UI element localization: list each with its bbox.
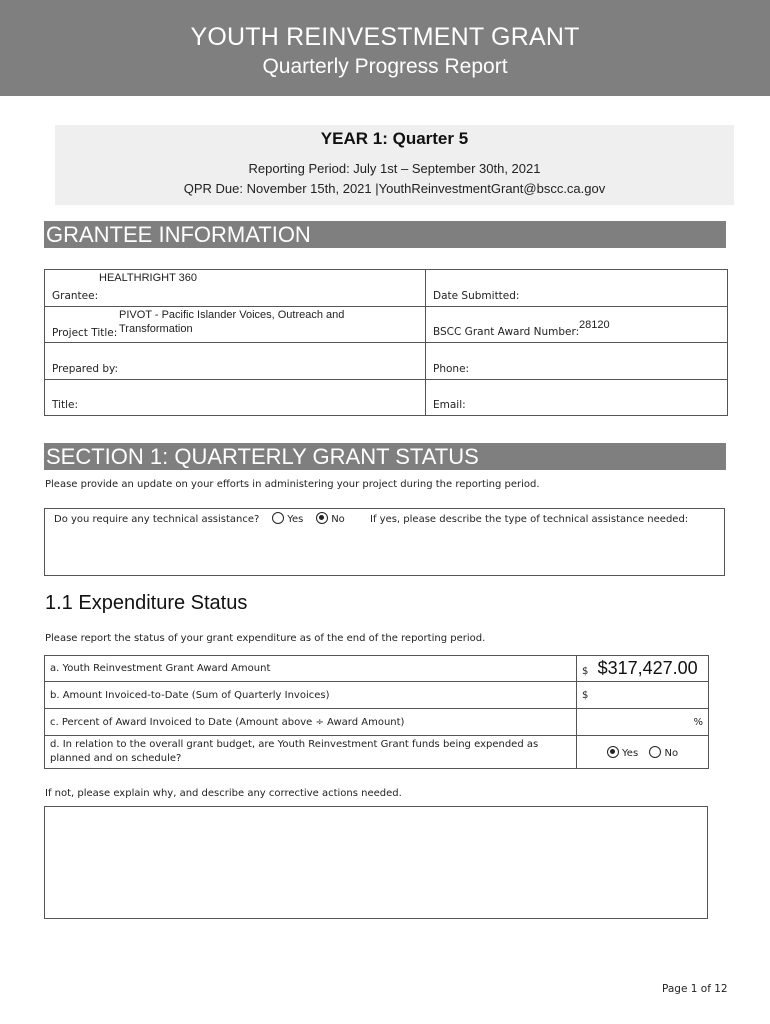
section1-instruction: Please provide an update on your efforts in administering your project during the reporting period.	[45, 479, 540, 490]
date-submitted-label: Date Submitted:	[433, 290, 520, 302]
row-c-suffix: %	[693, 716, 703, 728]
on-schedule-no-radio[interactable]	[649, 746, 661, 758]
on-schedule-no-label: No	[664, 747, 679, 759]
report-title: YOUTH REINVESTMENT GRANT	[190, 23, 580, 51]
award-amount-field[interactable]	[577, 656, 709, 682]
on-schedule-yes-radio[interactable]	[607, 746, 619, 758]
section1-heading: SECTION 1: QUARTERLY GRANT STATUS	[44, 443, 726, 470]
expenditure-heading: 1.1 Expenditure Status	[45, 592, 248, 614]
project-title-label: Project Title:	[52, 327, 118, 339]
on-schedule-no-option[interactable]	[649, 748, 678, 759]
grantee-value: HEALTHRIGHT 360	[99, 272, 198, 284]
project-title-value: PIVOT - Pacific Islander Voices, Outreach and Transformation	[119, 309, 345, 335]
prepared-by-field[interactable]	[45, 343, 426, 380]
technical-assistance-box[interactable]	[44, 508, 725, 576]
project-title-field[interactable]	[45, 307, 426, 343]
on-schedule-yes-option[interactable]	[607, 748, 642, 759]
date-submitted-field[interactable]	[426, 270, 728, 307]
ta-no-radio[interactable]	[316, 512, 328, 524]
report-banner	[0, 0, 770, 96]
row-a-prefix: $	[582, 666, 589, 677]
grantee-field[interactable]	[45, 270, 426, 307]
email-label: Email:	[433, 399, 466, 411]
ta-yes-radio[interactable]	[272, 512, 284, 524]
row-b-label: b. Amount Invoiced-to-Date (Sum of Quarterly Invoices)	[45, 682, 577, 709]
grantee-info-table	[44, 269, 728, 416]
on-schedule-field[interactable]	[577, 736, 709, 769]
corrective-actions-textarea[interactable]	[44, 806, 708, 919]
row-a-label: a. Youth Reinvestment Grant Award Amount	[45, 656, 577, 682]
reporting-period-box	[55, 125, 734, 205]
ta-no-option[interactable]	[316, 512, 345, 525]
on-schedule-yes-label: Yes	[622, 747, 639, 759]
prepared-by-label: Prepared by:	[52, 363, 118, 375]
bscc-award-label: BSCC Grant Award Number:	[433, 326, 580, 338]
title-field[interactable]	[45, 380, 426, 416]
ta-no-label: No	[331, 514, 345, 525]
year-quarter: YEAR 1: Quarter 5	[320, 129, 469, 148]
bscc-award-value: 28120	[579, 319, 610, 331]
ta-describe-prompt: If yes, please describe the type of technical assistance needed:	[370, 514, 689, 525]
invoiced-amount-field[interactable]	[577, 682, 709, 709]
qpr-due: QPR Due: November 15th, 2021 |YouthReinvestmentGrant@bscc.ca.gov	[183, 181, 606, 196]
expenditure-instruction: Please report the status of your grant expenditure as of the end of the reporting period.	[45, 633, 486, 644]
phone-label: Phone:	[433, 363, 470, 375]
email-field[interactable]	[426, 380, 728, 416]
percent-invoiced-field[interactable]	[577, 709, 709, 736]
ta-yes-label: Yes	[287, 514, 304, 525]
row-b-prefix: $	[582, 689, 589, 701]
award-amount-value: $317,427.00	[597, 658, 698, 678]
report-subtitle: Quarterly Progress Report	[262, 55, 508, 78]
grantee-label: Grantee:	[52, 290, 99, 302]
page-number: Page 1 of 12	[662, 983, 728, 995]
explain-prompt: If not, please explain why, and describe any corrective actions needed.	[45, 788, 402, 799]
reporting-period: Reporting Period: July 1st – September 30th, 2021	[248, 161, 541, 176]
grantee-info-heading: GRANTEE INFORMATION	[44, 221, 726, 248]
row-d-label: d. In relation to the overall grant budget, are Youth Reinvestment Grant funds being expended as planned and on schedule?	[45, 736, 577, 769]
bscc-award-field[interactable]	[426, 307, 728, 343]
title-label: Title:	[52, 399, 79, 411]
row-c-label: c. Percent of Award Invoiced to Date (Amount above ÷ Award Amount)	[45, 709, 577, 736]
ta-yes-option[interactable]	[272, 512, 303, 525]
phone-field[interactable]	[426, 343, 728, 380]
expenditure-table	[44, 655, 709, 769]
ta-question: Do you require any technical assistance?	[54, 514, 260, 525]
